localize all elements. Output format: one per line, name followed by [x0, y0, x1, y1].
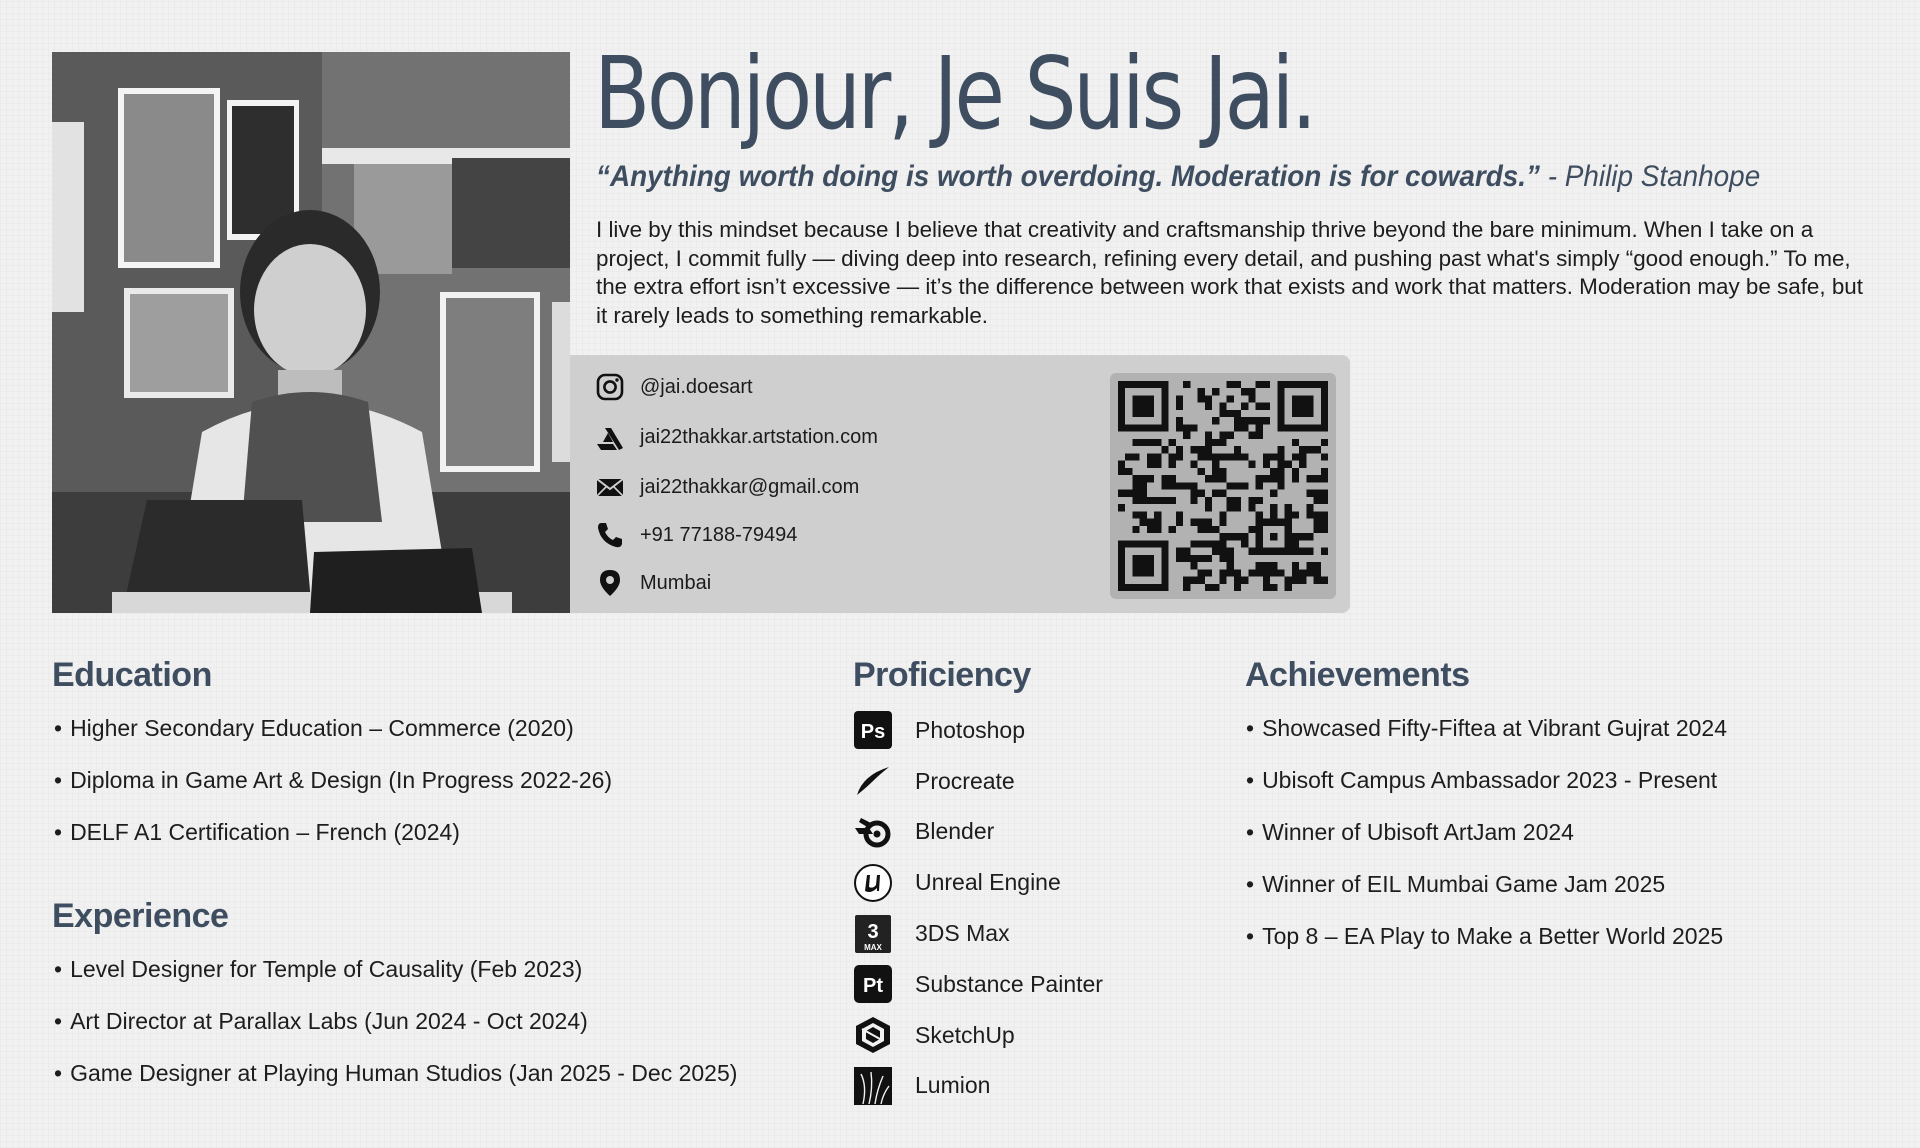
- proficiency-item-procreate: [853, 756, 1103, 807]
- proficiency-item-blender: [853, 807, 1103, 858]
- quote-author: - Philip Stanhope: [1539, 160, 1761, 193]
- contact-email[interactable]: [594, 469, 859, 505]
- quote-text: “Anything worth doing is worth overdoing. Moderation is for cowards.”: [596, 160, 1540, 193]
- qr-code-icon[interactable]: [1110, 373, 1336, 599]
- achievement-item: • Ubisoft Campus Ambassador 2023 - Present: [1246, 754, 1727, 806]
- proficiency-item-photoshop: [853, 705, 1103, 756]
- page-title: Bonjour, Je Suis Jai.: [594, 35, 1314, 152]
- achievement-item: • Showcased Fifty-Fiftea at Vibrant Gujrat 2024: [1246, 702, 1727, 754]
- achievements-title: Achievements: [1245, 656, 1470, 694]
- proficiency-list: [853, 705, 1103, 1111]
- education-item: • Higher Secondary Education – Commerce (2020): [54, 702, 612, 754]
- quote: [596, 160, 1760, 194]
- substance-painter-icon-text: Pt: [863, 975, 883, 998]
- proficiency-label: SketchUp: [915, 1021, 1015, 1048]
- achievement-item: • Winner of EIL Mumbai Game Jam 2025: [1246, 858, 1727, 910]
- location-pin-icon: [594, 567, 626, 599]
- artstation-url: jai22thakkar.artstation.com: [640, 425, 878, 448]
- proficiency-item-substance-painter: [853, 959, 1103, 1010]
- artstation-icon: [594, 421, 626, 453]
- education-item: • DELF A1 Certification – French (2024): [54, 806, 612, 858]
- achievement-item: • Top 8 – EA Play to Make a Better World 2025: [1246, 910, 1727, 962]
- blender-icon: [853, 812, 893, 852]
- photoshop-icon-text: Ps: [860, 721, 886, 744]
- substance-painter-icon: [853, 964, 893, 1004]
- profile-photo: [52, 52, 570, 613]
- proficiency-item-sketchup: [853, 1010, 1103, 1061]
- location-text: Mumbai: [640, 571, 712, 594]
- bio-paragraph: I live by this mindset because I believe that creativity and craftsmanship thrive beyond the bare minimum. When I take on a project, I commit fully — diving deep into research, refining every detail, and pushing past what's simply “good enough.” To me, the extra effort isn’t excessive — it’s the difference between work that exists and work that matters. Moderation may be safe, but it rarely leads to something remarkable.: [596, 217, 1863, 328]
- phone-number: +91 77188-79494: [640, 523, 798, 546]
- proficiency-label: 3DS Max: [915, 920, 1010, 947]
- mail-icon: [594, 471, 626, 503]
- proficiency-label: Substance Painter: [915, 970, 1103, 997]
- lumion-icon: [853, 1066, 893, 1106]
- contact-location: [594, 565, 711, 601]
- education-list: [54, 702, 612, 858]
- experience-title: Experience: [52, 897, 229, 935]
- proficiency-label: Lumion: [915, 1072, 991, 1099]
- proficiency-item-3ds-max: [853, 908, 1103, 959]
- instagram-icon: [594, 371, 626, 403]
- procreate-icon: [853, 761, 893, 801]
- proficiency-title: Proficiency: [853, 656, 1031, 694]
- instagram-handle: @jai.doesart: [640, 375, 753, 398]
- proficiency-label: Blender: [915, 818, 995, 845]
- 3ds-max-icon: [853, 914, 893, 954]
- experience-list: [54, 943, 737, 1099]
- unreal-engine-icon: [853, 863, 893, 903]
- 3ds-max-icon-number: 3: [867, 920, 879, 943]
- achievement-item: • Winner of Ubisoft ArtJam 2024: [1246, 806, 1727, 858]
- contact-artstation[interactable]: [594, 419, 878, 455]
- phone-icon: [594, 519, 626, 551]
- proficiency-label: Unreal Engine: [915, 869, 1061, 896]
- proficiency-item-lumion: [853, 1061, 1103, 1112]
- 3ds-max-icon-label: MAX: [864, 942, 882, 952]
- contact-instagram[interactable]: [594, 369, 753, 405]
- portrait-image: [52, 52, 570, 613]
- proficiency-item-unreal-engine: [853, 857, 1103, 908]
- education-item: • Diploma in Game Art & Design (In Progress 2022-26): [54, 754, 612, 806]
- email-address: jai22thakkar@gmail.com: [640, 475, 860, 498]
- contact-phone[interactable]: [594, 517, 797, 553]
- photoshop-icon: [853, 710, 893, 750]
- sketchup-icon: [853, 1015, 893, 1055]
- experience-item: • Art Director at Parallax Labs (Jun 2024 - Oct 2024): [54, 995, 737, 1047]
- achievements-list: [1246, 702, 1727, 962]
- contact-panel: [570, 355, 1350, 613]
- education-title: Education: [52, 656, 212, 694]
- experience-item: • Game Designer at Playing Human Studios (Jan 2025 - Dec 2025): [54, 1047, 737, 1099]
- proficiency-label: Procreate: [915, 767, 1015, 794]
- experience-item: • Level Designer for Temple of Causality (Feb 2023): [54, 943, 737, 995]
- proficiency-label: Photoshop: [915, 716, 1025, 743]
